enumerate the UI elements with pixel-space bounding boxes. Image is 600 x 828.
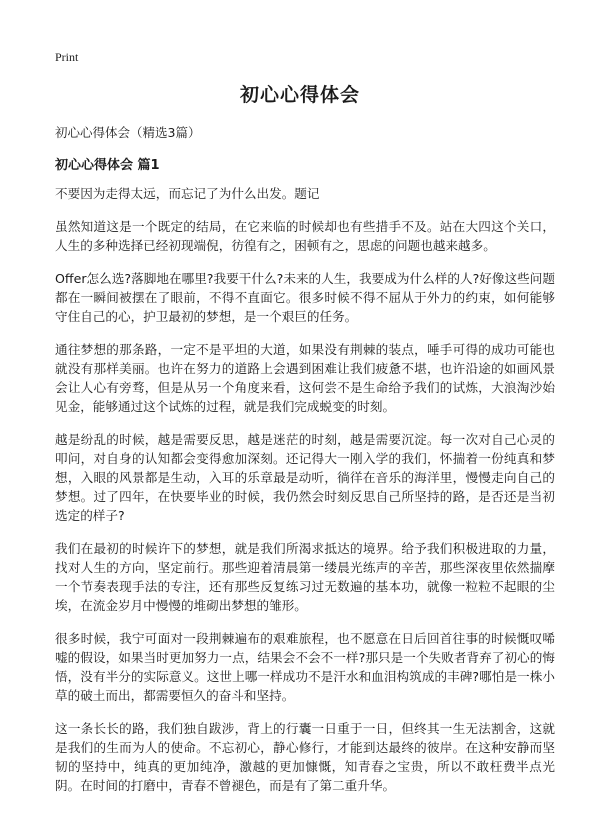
- paragraph-7: 很多时候，我宁可面对一段荆棘遍布的艰难旅程，也不愿意在日后回首往事的时候慨叹唏嘘的假设，如果当时更加努力一点，结果会不会不一样?那只是一个失败者背弃了初心的悔悟，没有半分的实际意义。这世上哪一样成功不是汗水和血泪构筑成的丰碑?哪怕是一株小草的破土而出，都需要恒久的奋斗和坚持。: [55, 631, 555, 703]
- paragraph-1: 不要因为走得太远，而忘记了为什么出发。题记: [55, 186, 320, 201]
- paragraph-5: 越是纷乱的时候，越是需要反思，越是迷茫的时刻，越是需要沉淀。每一次对自己心灵的叩问，对自身的认知都会变得愈加深刻。还记得大一刚入学的我们，怀揣着一份纯真和梦想，入眼的风景都是生动，入耳的乐章最是动听，徜徉在音乐的海洋里，慢慢走向自己的梦想。过了四年，在快要毕业的时候，我仍然会时刻反思自己所坚持的路，是否还是当初选定的样子?: [55, 432, 555, 523]
- print-label[interactable]: Print: [55, 50, 79, 64]
- paragraph-4: 通往梦想的那条路，一定不是平坦的大道，如果没有荆棘的装点，唾手可得的成功可能也就没有那样美丽。也许在努力的道路上会遇到困难让我们疲惫不堪，也许沿途的如画风景会让人心有旁骛，但是从另一个角度来看，这何尝不是生命给予我们的试炼，大浪淘沙始见金，能够通过这个试炼的过程，就是我们完成蜕变的时刻。: [55, 342, 555, 414]
- paragraph-6: 我们在最初的时候许下的梦想，就是我们所渴求抵达的境界。给予我们积极进取的力量，找对人生的方向，坚定前行。那些迎着清晨第一缕晨光练声的辛苦，那些深夜里依然揣摩一个节奏表现手法的专注，还有那些反复练习过无数遍的基本功，就像一粒粒不起眼的尘埃，在流金岁月中慢慢的堆砌出梦想的雏形。: [55, 541, 555, 613]
- paragraph-3: Offer怎么选?落脚地在哪里?我要干什么?未来的人生，我要成为什么样的人?好像这些问题都在一瞬间被摆在了眼前，不得不直面它。很多时候不得不屈从于外力的约束，如何能够守住自己的心，护卫最初的梦想，是一个艰巨的任务。: [55, 271, 555, 324]
- section-heading: 初心心得体会 篇1: [55, 158, 160, 173]
- page-subtitle: 初心心得体会（精选3篇）: [55, 125, 201, 140]
- page-title: 初心心得体会: [239, 84, 360, 106]
- paragraph-8: 这一条长长的路，我们独自跋涉，背上的行囊一日重于一日，但终其一生无法割舍，这就是我们的生而为人的使命。不忘初心，静心修行，才能到达最终的彼岸。在这种安静而坚韧的坚持中，纯真的更加纯净，激越的更加慷慨，知青春之宝贵，所以不敢枉费半点光阴。在时间的打磨中，青春不曾褪色，而是有了第二重升华。: [55, 721, 555, 793]
- paragraph-2: 虽然知道这是一个既定的结局，在它来临的时候却也有些措手不及。站在大四这个关口，人生的多种选择已经初现端倪，彷徨有之，困顿有之，思虑的问题也越来越多。: [55, 219, 555, 253]
- article-body: [55, 184, 555, 809]
